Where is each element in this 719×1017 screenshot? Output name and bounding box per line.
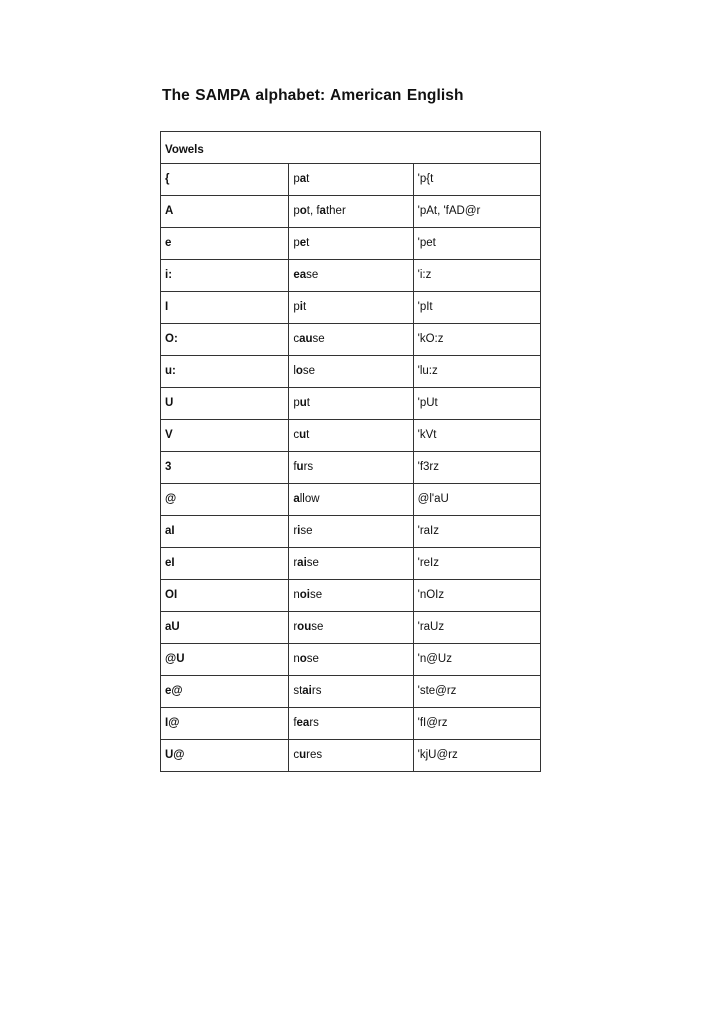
sampa-symbol-cell: @U (161, 644, 289, 676)
sampa-symbol-cell: e (161, 228, 289, 260)
highlighted-letters: i (299, 300, 303, 313)
word-fragment: c (293, 748, 300, 761)
example-word-cell (289, 580, 413, 612)
word-fragment: r (293, 556, 298, 569)
table-row (161, 420, 541, 452)
transcription-cell: 'i:z (413, 260, 540, 292)
sampa-symbol-cell: aI (161, 516, 289, 548)
word-fragment: n (293, 588, 300, 601)
example-word-cell (289, 484, 413, 516)
example-word-cell (289, 228, 413, 260)
word-fragment: n (293, 652, 300, 665)
word-fragment: p (293, 236, 300, 249)
highlighted-letters: ai (297, 556, 307, 569)
word-fragment: c (293, 428, 300, 441)
sampa-symbol-cell: O: (161, 324, 289, 356)
sampa-symbol-cell: I@ (161, 708, 289, 740)
vowel-table-body (161, 132, 541, 772)
word-fragment: llow (299, 492, 320, 505)
highlighted-letters: o (295, 364, 303, 377)
word-fragment: p (293, 300, 300, 313)
example-word-cell (289, 356, 413, 388)
vowel-table (160, 131, 541, 772)
transcription-cell: 'nOIz (413, 580, 540, 612)
example-word-cell (289, 676, 413, 708)
highlighted-letters: a (299, 172, 307, 185)
table-row (161, 676, 541, 708)
sampa-symbol-cell: @ (161, 484, 289, 516)
highlighted-letters: u (299, 428, 307, 441)
sampa-symbol-cell: u: (161, 356, 289, 388)
word-fragment: f (293, 460, 297, 473)
word-fragment: se (306, 556, 319, 569)
word-fragment: se (300, 524, 313, 537)
highlighted-letters: e (299, 236, 307, 249)
table-row (161, 740, 541, 772)
table-row (161, 292, 541, 324)
table-row (161, 580, 541, 612)
word-fragment: t (302, 300, 307, 313)
word-fragment: p (293, 204, 300, 217)
example-word-cell (289, 516, 413, 548)
example-word-cell (289, 452, 413, 484)
word-fragment: l (293, 364, 296, 377)
transcription-cell: 'pet (413, 228, 540, 260)
page-title: The SAMPA alphabet: American English (162, 87, 464, 104)
sampa-symbol-cell: { (161, 164, 289, 196)
table-row (161, 260, 541, 292)
word-fragment: se (311, 620, 324, 633)
word-fragment: p (293, 172, 300, 185)
highlighted-letters: o (299, 652, 307, 665)
example-word-cell (289, 740, 413, 772)
sampa-symbol-cell: 3 (161, 452, 289, 484)
highlighted-letters: oi (299, 588, 310, 601)
transcription-cell: 'lu:z (413, 356, 540, 388)
word-fragment: se (309, 588, 323, 601)
example-word-cell (289, 196, 413, 228)
sampa-symbol-cell: eI (161, 548, 289, 580)
transcription-cell: 'fI@rz (413, 708, 540, 740)
example-word-cell (289, 164, 413, 196)
word-fragment: se (306, 652, 319, 665)
word-fragment: r (293, 524, 298, 537)
highlighted-letters: a (293, 492, 300, 505)
sampa-symbol-cell: I (161, 292, 289, 324)
transcription-cell: 'f3rz (413, 452, 540, 484)
sampa-symbol-cell: i: (161, 260, 289, 292)
table-row (161, 164, 541, 196)
highlighted-letters: ea (296, 716, 310, 729)
word-fragment: se (312, 332, 325, 345)
table-row (161, 516, 541, 548)
highlighted-letters: ai (302, 684, 312, 697)
transcription-cell: 'kjU@rz (413, 740, 540, 772)
word-fragment: rs (311, 684, 322, 697)
word-fragment: res (306, 748, 323, 761)
example-word-cell (289, 292, 413, 324)
sampa-symbol-cell: e@ (161, 676, 289, 708)
highlighted-letters: ea (293, 268, 307, 281)
section-header-row (161, 132, 541, 164)
table-row (161, 644, 541, 676)
example-word-cell (289, 548, 413, 580)
word-fragment: rs (309, 716, 319, 729)
table-row (161, 708, 541, 740)
table-row (161, 196, 541, 228)
highlighted-letters: u (299, 396, 307, 409)
word-fragment: t (306, 172, 310, 185)
word-fragment: t (306, 236, 310, 249)
word-fragment: f (293, 716, 297, 729)
word-fragment: t (306, 396, 310, 409)
sampa-symbol-cell: aU (161, 612, 289, 644)
transcription-cell: 'kVt (413, 420, 540, 452)
word-fragment: t (306, 428, 310, 441)
sampa-symbol-cell: U@ (161, 740, 289, 772)
highlighted-letters: ou (297, 620, 312, 633)
sampa-symbol-cell: A (161, 196, 289, 228)
highlighted-letters: au (299, 332, 313, 345)
word-fragment: rs (303, 460, 314, 473)
highlighted-letters: u (299, 748, 307, 761)
table-row (161, 324, 541, 356)
sampa-symbol-cell: U (161, 388, 289, 420)
highlighted-letters: u (296, 460, 304, 473)
transcription-cell: 'p{t (413, 164, 540, 196)
highlighted-letters: a (319, 204, 326, 217)
example-word-cell (289, 388, 413, 420)
transcription-cell: 'pIt (413, 292, 540, 324)
transcription-cell: 'kO:z (413, 324, 540, 356)
table-row (161, 612, 541, 644)
sampa-symbol-cell: V (161, 420, 289, 452)
transcription-cell: @l'aU (413, 484, 540, 516)
transcription-cell: 'pAt, 'fAD@r (413, 196, 540, 228)
table-row (161, 388, 541, 420)
transcription-cell: 'raUz (413, 612, 540, 644)
word-fragment: p (293, 396, 300, 409)
table-row (161, 452, 541, 484)
sampa-symbol-cell: OI (161, 580, 289, 612)
transcription-cell: 'reIz (413, 548, 540, 580)
table-row (161, 484, 541, 516)
word-fragment: ther (325, 204, 346, 217)
word-fragment: c (293, 332, 300, 345)
transcription-cell: 'pUt (413, 388, 540, 420)
example-word-cell (289, 644, 413, 676)
word-fragment: t, f (306, 204, 320, 217)
transcription-cell: 'raIz (413, 516, 540, 548)
example-word-cell (289, 324, 413, 356)
highlighted-letters: o (299, 204, 307, 217)
table-row (161, 228, 541, 260)
word-fragment: r (293, 620, 298, 633)
word-fragment: se (306, 268, 319, 281)
transcription-cell: 'ste@rz (413, 676, 540, 708)
table-row (161, 356, 541, 388)
word-fragment: st (293, 684, 303, 697)
example-word-cell (289, 260, 413, 292)
word-fragment: se (302, 364, 316, 377)
section-label: Vowels (161, 132, 541, 164)
example-word-cell (289, 612, 413, 644)
table-row (161, 548, 541, 580)
example-word-cell (289, 708, 413, 740)
example-word-cell (289, 420, 413, 452)
highlighted-letters: i (297, 524, 301, 537)
transcription-cell: 'n@Uz (413, 644, 540, 676)
